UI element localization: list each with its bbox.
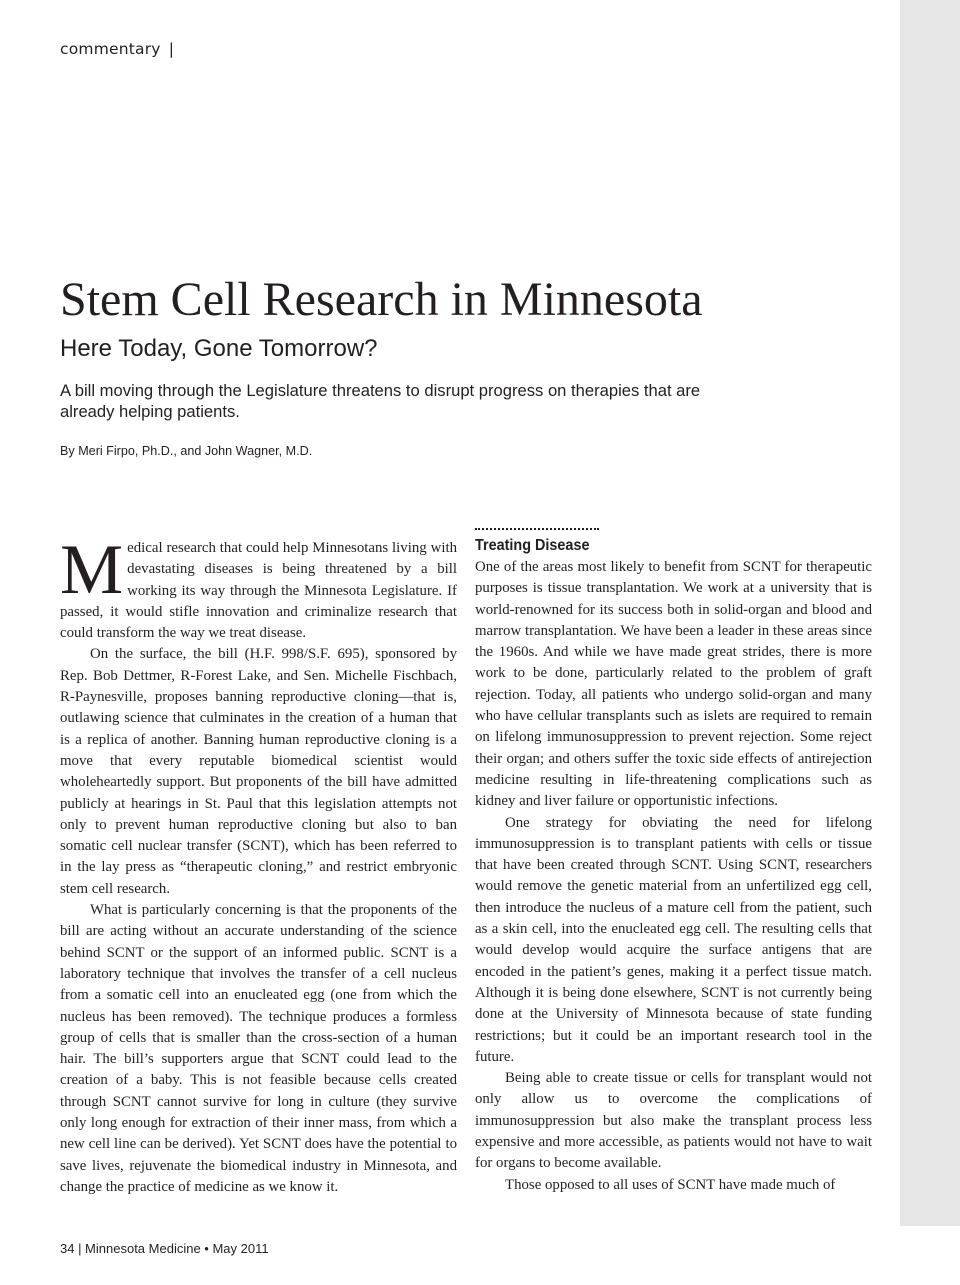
section-name: commentary <box>60 40 161 58</box>
body-paragraph: Those opposed to all uses of SCNT have made much of <box>505 1176 836 1193</box>
article-byline: By Meri Firpo, Ph.D., and John Wagner, M.D. <box>60 444 313 458</box>
article-dek: A bill moving through the Legislature threatens to disrupt progress on therapies that are already helping patients. <box>60 381 701 421</box>
body-paragraph: Being able to create tissue or cells for transplant would not only allow us to overcome the complications of immunosuppression but also make the transplant process less expensive and more accessible, as patients would not have to wait for organs to become available. <box>475 1070 872 1172</box>
body-column-right <box>475 528 872 1196</box>
section-separator: | <box>168 40 175 58</box>
page-edge-band <box>900 0 960 1226</box>
body-paragraph: One of the areas most likely to benefit from SCNT for therapeutic purposes is tissue transplantation. We work at a university that is world-renowned for its success both in solid-organ and blood and marrow transplantation. We have been a leader in these areas since the 1960s. And while we have made great strides, there is more work to be done, particularly related to the problem of graft rejection. Today, all patients who undergo solid-organ and many who have cellular transplants such as islets are required to remain on lifelong immunosuppression to prevent rejection. Some reject their organ; and others suffer the toxic side effects of antirejection medicine resulting in life-threatening complications such as kidney and liver failure or opportunistic infections. <box>475 559 872 810</box>
drop-cap: M <box>60 531 124 609</box>
body-paragraph <box>60 531 457 644</box>
lead-text: edical research that could help Minnesotans living with devastating diseases is being threatened by a bill working its way through the Minnesota Legislature. If passed, it would stifle innovation and criminalize research that could transform the way we treat disease. <box>60 540 457 642</box>
subhead-rule <box>475 528 599 530</box>
body-paragraph: What is particularly concerning is that the proponents of the bill are acting without an accurate understanding of the science behind SCNT or the support of an informed public. SCNT is a laboratory technique that involves the transfer of a cell nucleus from a somatic cell into an enucleated egg (one from which the nucleus has been removed). The technique produces a formless group of cells that is smaller than the cross-section of a human hair. The bill’s supporters argue that SCNT could lead to the creation of a baby. This is not feasible because cells created through SCNT cannot survive for long in culture (they survive only long enough for extraction of their inner mass, from which a new cell line can be derived). Yet SCNT does have the potential to save lives, rejuvenate the biomedical industry in Minnesota, and change the practice of medicine as we know it. <box>60 902 457 1195</box>
body-paragraph: On the surface, the bill (H.F. 998/S.F. 695), sponsored by Rep. Bob Dettmer, R-Forest Lake, and Sen. Michelle Fischbach, R-Paynesville, proposes banning reproductive cloning—that is, outlawing science that culminates in the creation of a human that is a replica of another. Banning human reproductive cloning is a move that every reputable biomedical scientist would wholeheartedly support. But proponents of the bill have admitted publicly at hearings in St. Paul that this legislation attempts not only to prevent human reproductive cloning but also to ban somatic cell nuclear transfer (SCNT), which has been referred to in the lay press as “therapeutic cloning,” and restrict embryonic stem cell research. <box>60 646 457 897</box>
article-subtitle: Here Today, Gone Tomorrow? <box>60 335 378 362</box>
article-title: Stem Cell Research in Minnesota <box>60 273 703 326</box>
body-paragraph: One strategy for obviating the need for lifelong immunosuppression is to transplant patients with cells or tissue that have been created through SCNT. Using SCNT, researchers would remove the genetic material from an unfertilized egg cell, then introduce the nucleus of a mature cell from the patient, such as a skin cell, into the enucleated egg cell. The resulting cells that would develop would acquire the surface antigens that are encoded in the patient’s genes, making it a perfect tissue match. Although it is being done elsewhere, SCNT is not currently being done at the University of Minnesota because of state funding restrictions; but it could be an important research tool in the future. <box>475 814 872 1065</box>
section-label <box>60 40 174 58</box>
page-folio: 34 | Minnesota Medicine • May 2011 <box>60 1241 269 1256</box>
section-subhead: Treating Disease <box>475 537 590 554</box>
body-column-left <box>60 531 457 1198</box>
